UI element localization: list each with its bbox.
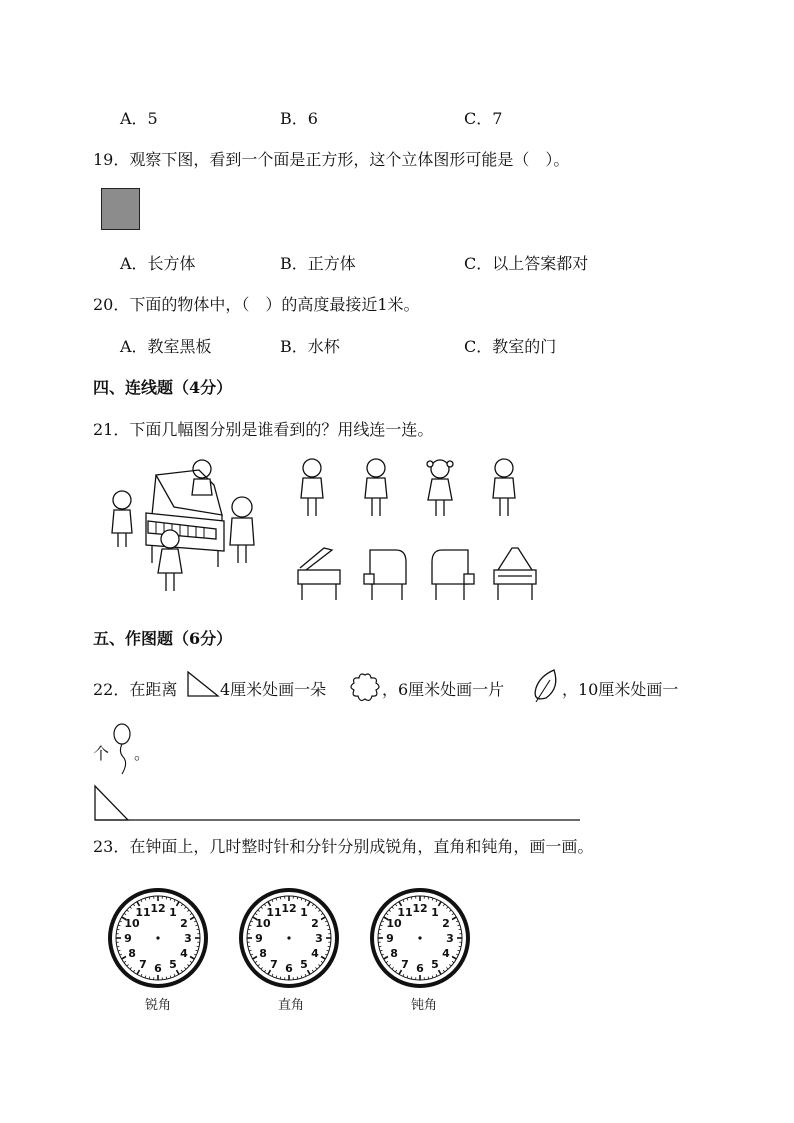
clock-number: 9 (386, 932, 394, 945)
section4-title: 四、连线题（4分） (93, 378, 233, 397)
clock-number: 8 (128, 947, 136, 960)
clock-number: 12 (150, 902, 166, 915)
clock-number: 3 (446, 932, 454, 945)
clock-face-2 (241, 890, 337, 986)
clock-face-1 (110, 890, 206, 986)
clock-number: 3 (184, 932, 192, 945)
q18-option-c: C．7 (464, 109, 503, 128)
clock-number: 7 (270, 957, 278, 971)
clock-number: 8 (390, 947, 398, 960)
clock-number: 3 (315, 932, 323, 945)
clock-number: 9 (255, 932, 263, 945)
clock-number: 2 (311, 917, 319, 930)
clock-label-acute: 锐角 (144, 998, 171, 1013)
q20-option-a: A．教室黑板 (120, 337, 212, 356)
clock-number: 10 (255, 917, 271, 930)
clock-label-right: 直角 (277, 998, 304, 1013)
q23-stem: 23．在钟面上，几时整时针和分针分别成锐角，直角和钝角，画一画。 (93, 837, 594, 856)
clock-number: 4 (311, 947, 319, 960)
clock-number: 1 (300, 906, 308, 920)
clock-number: 6 (154, 962, 162, 975)
clock-number: 4 (442, 947, 450, 960)
clock-number: 5 (300, 957, 308, 971)
clock-number: 6 (285, 962, 293, 975)
clock-number: 7 (401, 957, 409, 971)
clock-number: 10 (124, 917, 140, 930)
q19-option-c: C．以上答案都对 (464, 254, 589, 273)
q21-stem: 21．下面几幅图分别是谁看到的？用线连一连。 (93, 420, 434, 439)
q20-option-c: C．教室的门 (464, 337, 557, 356)
clock-number: 9 (124, 932, 132, 945)
q22-part3: ，10厘米处画一 (562, 680, 679, 699)
q22-part1: 4厘米处画一朵 (220, 680, 327, 699)
clock-number: 1 (431, 906, 439, 920)
clock-label-obtuse: 钝角 (410, 998, 437, 1013)
q22-line2-end: 。 (134, 744, 151, 763)
q19-stem: 19．观察下图，看到一个面是正方形，这个立体图形可能是（ ）。 (93, 150, 570, 169)
clock-number: 12 (412, 902, 428, 915)
clock-number: 8 (259, 947, 267, 960)
q22-line2: 个 (93, 744, 110, 763)
q20-option-b: B．水杯 (280, 337, 340, 356)
clock-number: 11 (266, 906, 282, 920)
clock-number: 1 (169, 906, 177, 920)
q20-stem: 20．下面的物体中，（ ）的高度最接近1米。 (93, 295, 420, 314)
clock-number: 11 (135, 906, 151, 920)
clock-number: 10 (386, 917, 402, 930)
clock-number: 5 (431, 957, 439, 971)
clock-number: 7 (139, 957, 147, 971)
q18-option-b: B．6 (280, 109, 318, 128)
clock-face-3 (372, 890, 468, 986)
clock-number: 2 (180, 917, 188, 930)
q18-option-a: A．5 (120, 109, 158, 128)
clock-number: 11 (397, 906, 413, 920)
clock-number: 6 (416, 962, 424, 975)
clock-number: 12 (281, 902, 297, 915)
clock-number: 4 (180, 947, 188, 960)
q22-prefix: 22．在距离 (93, 680, 178, 699)
q19-option-b: B．正方体 (280, 254, 356, 273)
q19-option-a: A．长方体 (120, 254, 196, 273)
section5-title: 五、作图题（6分） (93, 629, 233, 648)
clock-number: 5 (169, 957, 177, 971)
q22-part2: ，6厘米处画一片 (382, 680, 505, 699)
clock-number: 2 (442, 917, 450, 930)
